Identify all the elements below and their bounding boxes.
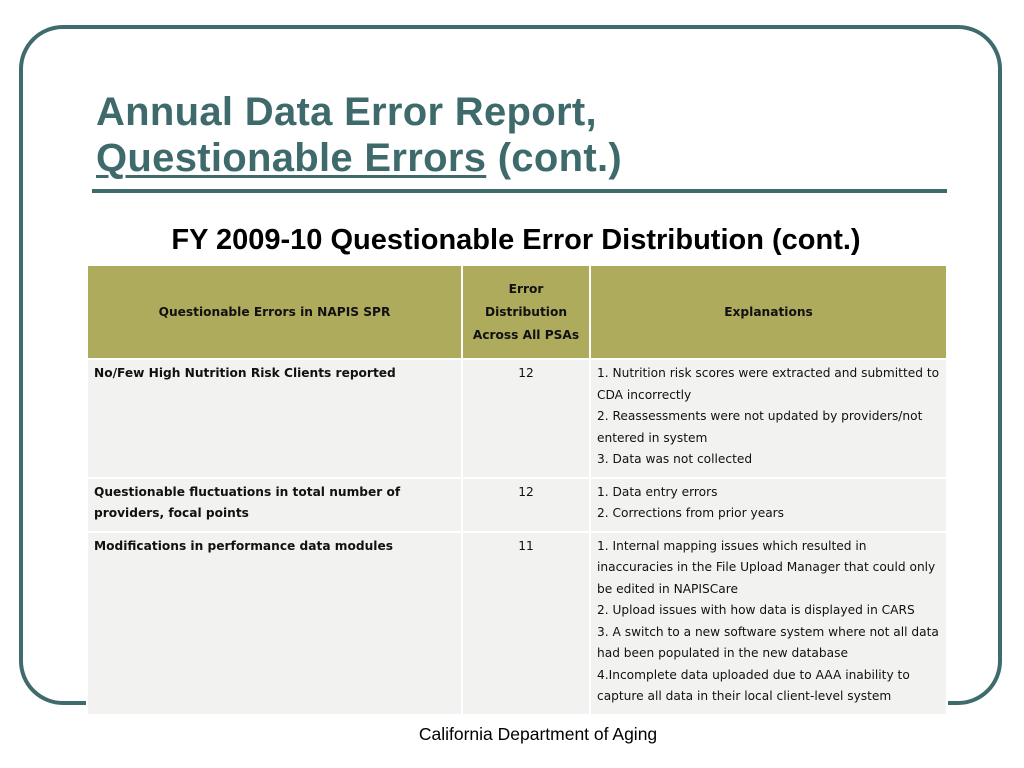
row-error-label: No/Few High Nutrition Risk Clients reported [87,359,462,478]
row-error-label: Modifications in performance data modules [87,532,462,715]
explanation-line: 1. Internal mapping issues which resulted in inaccuracies in the File Upload Manager that could only be edited in NAPISCare [597,538,936,596]
header-dist-line-1: Error [508,281,544,296]
title-line-2 [96,135,946,181]
row-distribution-value: 11 [462,532,590,715]
explanation-line: 4.Incomplete data uploaded due to AAA inability to capture all data in their local client-level system [597,667,910,703]
table-header-row [87,265,947,359]
error-distribution-table [86,264,948,716]
row-distribution-value: 12 [462,478,590,532]
title-divider [92,189,947,193]
header-explanations: Explanations [590,265,947,359]
row-explanations [590,359,947,478]
title-line-1: Annual Data Error Report, [96,90,597,134]
explanation-line: 2. Corrections from prior years [597,506,785,520]
table-subtitle: FY 2009-10 Questionable Error Distribution (cont.) [171,224,861,256]
table-row [87,359,947,478]
row-explanations [590,532,947,715]
header-dist-line-3: Across All PSAs [472,327,580,342]
table-row [87,478,947,532]
row-distribution-value: 12 [462,359,590,478]
explanation-line: 1. Data entry errors [597,484,718,499]
header-error-distribution [462,265,590,359]
row-explanations [590,478,947,532]
explanation-line: 3. Data was not collected [597,452,753,466]
table-row [87,532,947,715]
row-error-label: Questionable fluctuations in total number of providers, focal points [87,478,462,532]
title-cont-text: (cont.) [497,136,622,180]
explanation-line: 3. A switch to a new software system where not all data had been populated in the new database [597,624,939,660]
footer-organization: California Department of Aging [418,724,658,744]
slide-title [96,89,946,181]
title-underlined-text: Questionable Errors [96,136,487,180]
explanation-line: 2. Upload issues with how data is displayed in CARS [597,603,915,617]
header-questionable-errors: Questionable Errors in NAPIS SPR [87,265,462,359]
explanation-line: 2. Reassessments were not updated by providers/not entered in system [597,409,923,445]
header-dist-line-2: Distribution [484,304,568,319]
explanation-line: 1. Nutrition risk scores were extracted and submitted to CDA incorrectly [597,366,940,402]
